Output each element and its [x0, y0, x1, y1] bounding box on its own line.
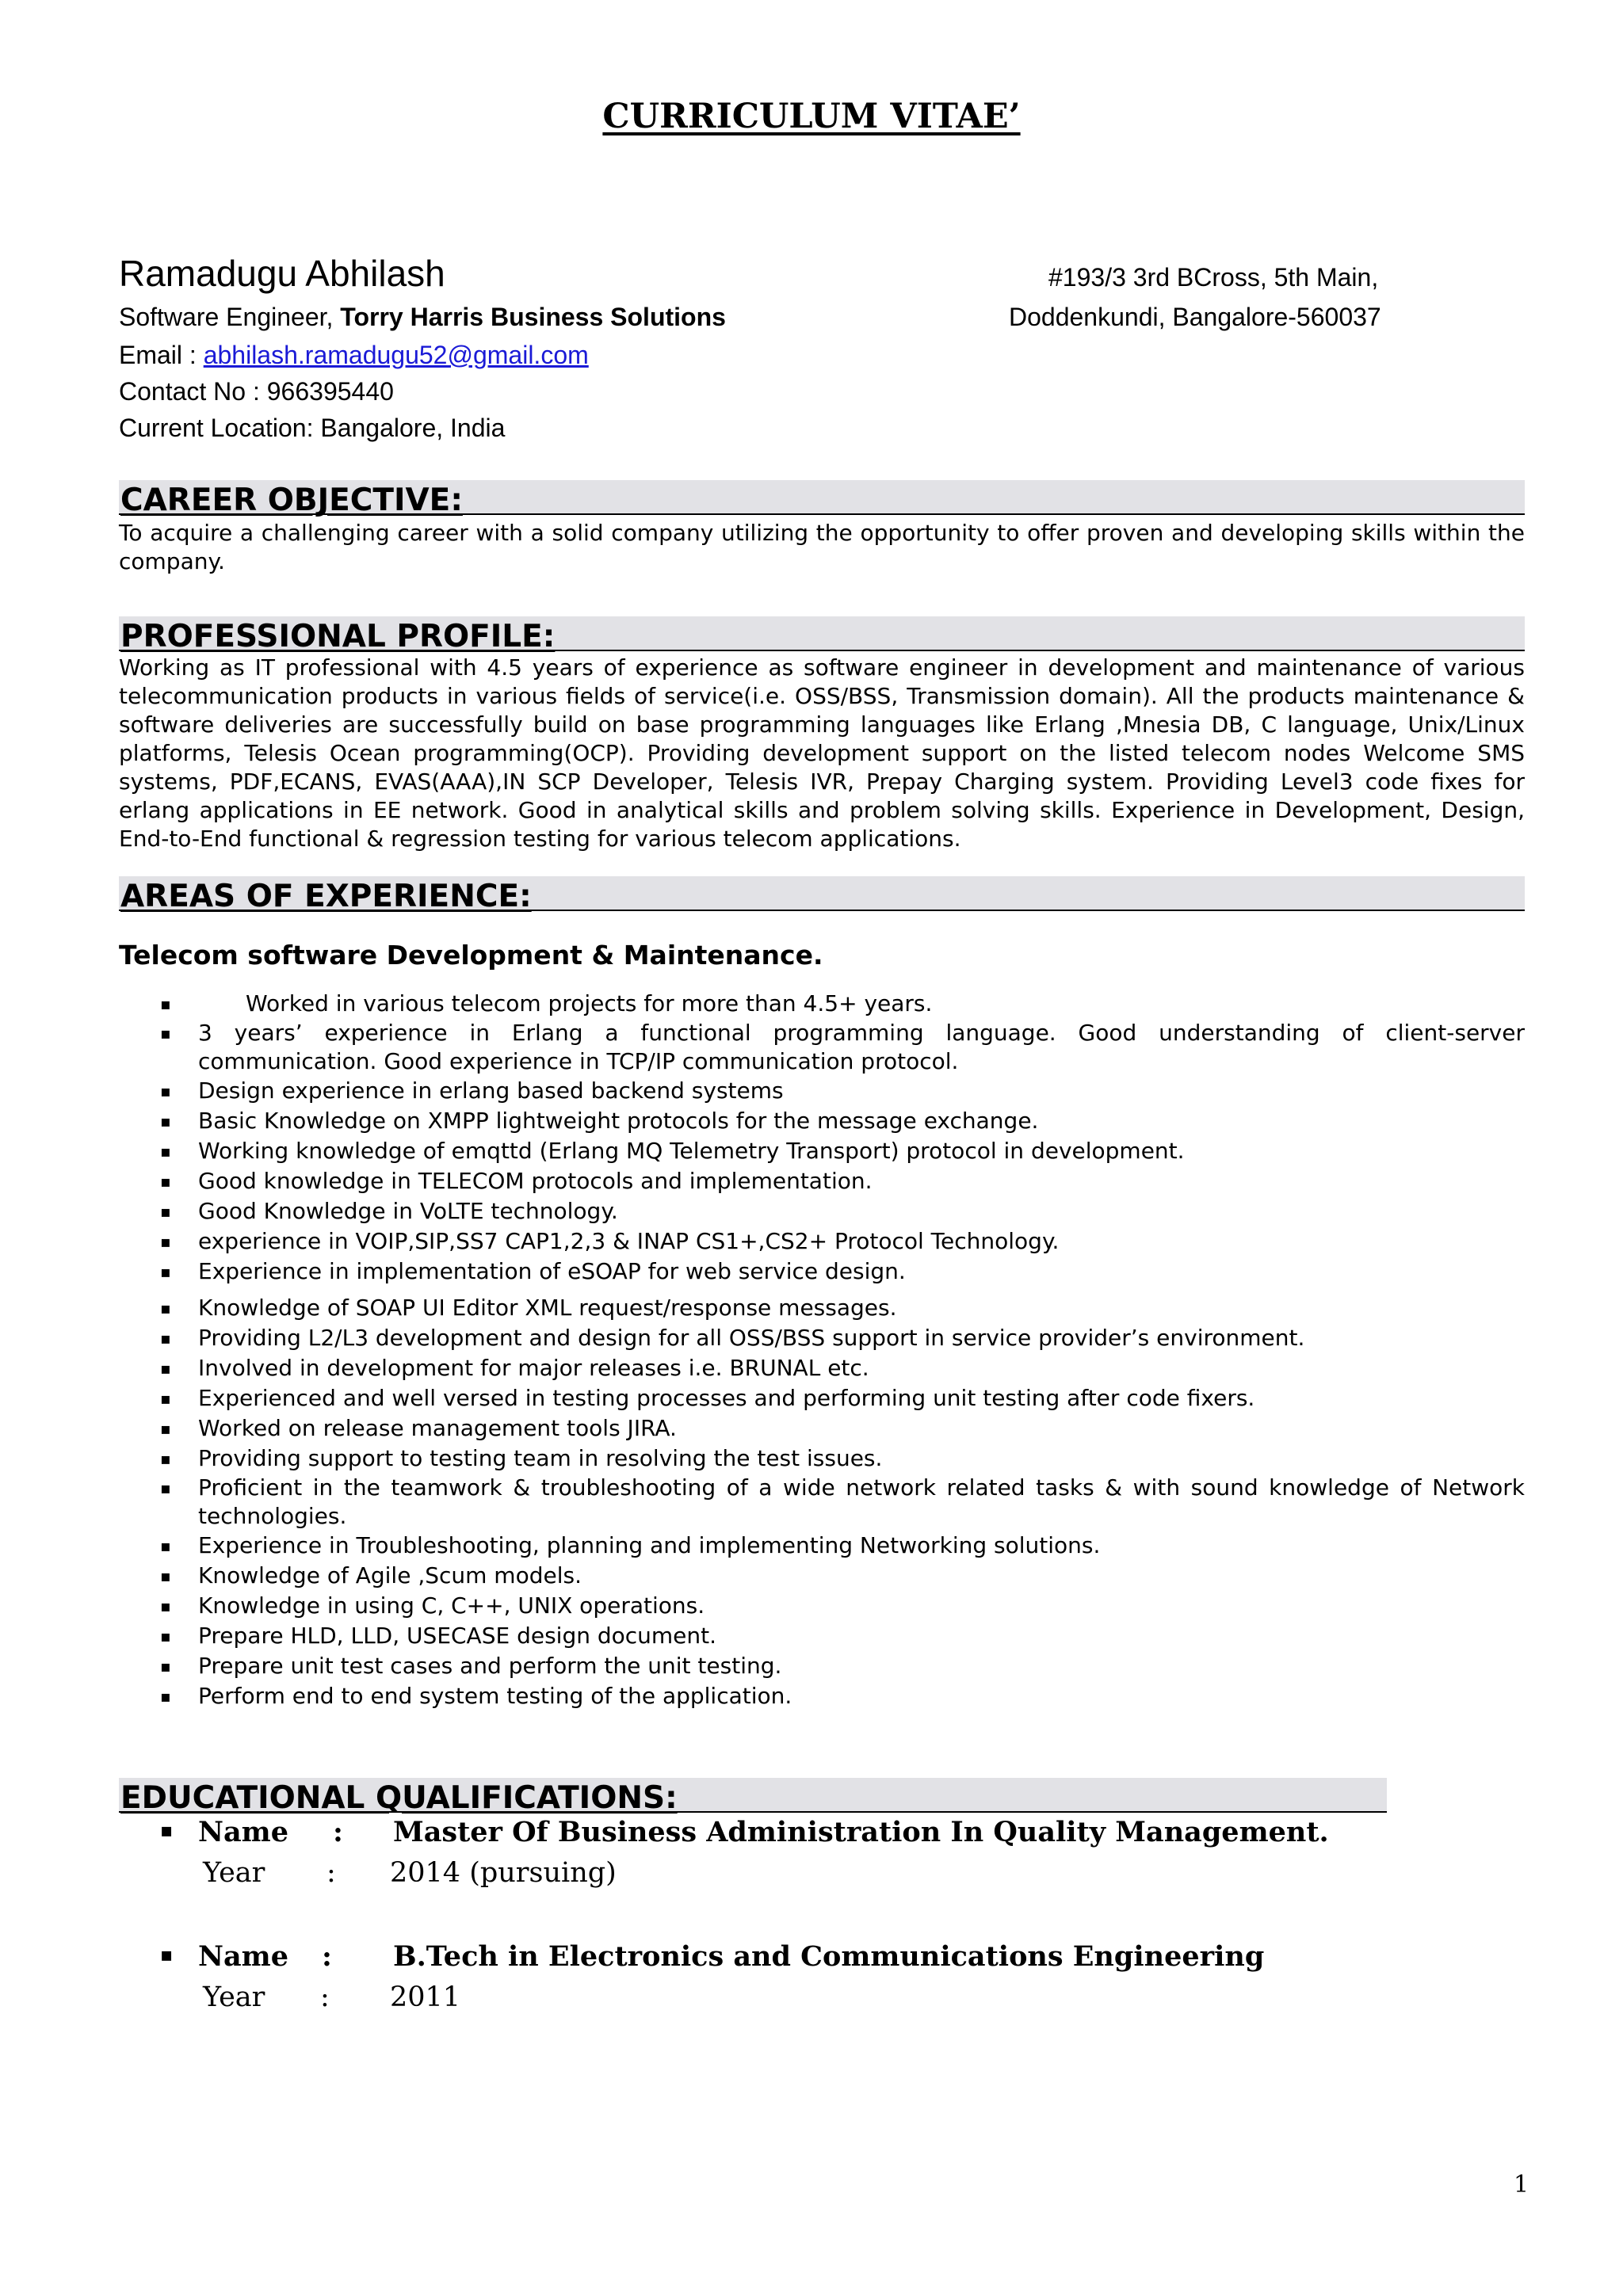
section-header-career-objective: [119, 480, 1525, 518]
year-label: Year: [203, 1857, 265, 1889]
bullet-icon: ▪: [160, 1566, 171, 1585]
list-item: ▪ 3 years’ experience in Erlang a functional programming language. Good understanding of client-server communication. Good experience in TCP/IP communication protocol.: [160, 1020, 1525, 1074]
list-item: ▪ Experienced and well versed in testing processes and performing unit testing after code fixers.: [119, 1383, 1525, 1413]
bullet-icon: ▪: [160, 1329, 171, 1348]
degree-year: 2011: [390, 1981, 461, 2013]
bullet-icon: ▪: [160, 1081, 171, 1100]
bullet-icon: ▪: [160, 1389, 171, 1408]
colon: :: [327, 1857, 336, 1889]
company-name: Torry Harris Business Solutions: [340, 303, 726, 331]
bullet-icon: ▪: [160, 1262, 171, 1281]
bullet-icon: ▪: [160, 1687, 171, 1706]
bullet-icon: ▪: [160, 1596, 171, 1615]
current-location: Current Location: Bangalore, India: [119, 414, 506, 442]
list-item: ▪ Involved in development for major releases i.e. BRUNAL etc.: [119, 1353, 1525, 1383]
list-item: ▪ Prepare HLD, LLD, USECASE design document.: [119, 1621, 1525, 1651]
contact-number: Contact No : 966395440: [119, 377, 394, 406]
section-title: PROFESSIONAL PROFILE:: [120, 619, 556, 654]
section-title: AREAS OF EXPERIENCE:: [120, 879, 532, 914]
candidate-name: Ramadugu Abhilash: [119, 253, 445, 294]
address-line-1: #193/3 3rd BCross, 5th Main,: [1048, 263, 1379, 292]
list-item: ▪ Knowledge of Agile ,Scum models.: [119, 1561, 1525, 1591]
experience-subheading: Telecom software Development & Maintenance.: [119, 940, 823, 971]
degree-year: 2014 (pursuing): [390, 1857, 617, 1889]
section-header-professional-profile: [119, 616, 1525, 654]
section-title: CAREER OBJECTIVE:: [120, 482, 463, 518]
bullet-icon: ▪: [160, 1478, 171, 1497]
list-item: ▪ Prepare unit test cases and perform the unit testing.: [119, 1651, 1525, 1681]
section-title: EDUCATIONAL QUALIFICATIONS:: [120, 1780, 678, 1816]
bullet-icon: ▪: [160, 994, 171, 1013]
email-line: [119, 341, 589, 370]
bullet-icon: ▪: [160, 1172, 171, 1191]
list-item: ▪ Worked on release management tools JIRA.: [119, 1413, 1525, 1444]
bullet-icon: ▪: [160, 1449, 171, 1468]
job-title: [119, 303, 726, 332]
bullet-icon: ▪: [160, 1419, 171, 1438]
professional-profile-text: Working as IT professional with 4.5 years of experience as software engineer in development and maintenance of various telecommunication products in various fields of service(i.e. OSS/BSS, Transmission domain). All the products maintenance & software deliveries are successfully build on base programming languages like Erlang ,Mnesia DB, C language, Unix/Linux platforms, Telesis Ocean programming(OCP). Providing development support on the listed telecom nodes Welcome SMS systems, PDF,ECANS, EVAS(AAA),IN SCP Developer, Telesis IVR, Prepay Charging system. Providing Level3 code fixes for erlang applications in EE network. Good in analytical skills and problem solving skills. Experience in Development, Design, End-to-End functional & regression testing for various telecom applications.: [119, 654, 1525, 852]
list-item: ▪ Proficient in the teamwork & troubleshooting of a wide network related tasks & with sound knowledge of Network technologies.: [160, 1474, 1525, 1529]
document-title: CURRICULUM VITAE’: [602, 97, 1021, 136]
degree-name: Master Of Business Administration In Quality Management.: [393, 1816, 1329, 1848]
bullet-icon: ▪: [160, 1627, 171, 1646]
colon: :: [320, 1981, 330, 2013]
list-item: ▪ Knowledge in using C, C++, UNIX operations.: [119, 1591, 1525, 1621]
year-label: Year: [203, 1981, 265, 2013]
list-item: ▪ Knowledge of SOAP UI Editor XML request/response messages.: [119, 1293, 1525, 1323]
email-link[interactable]: abhilash.ramadugu52@gmail.com: [203, 341, 589, 369]
role-prefix: Software Engineer,: [119, 303, 341, 331]
list-item: ▪ Worked in various telecom projects for more than 4.5+ years.: [119, 989, 1525, 1019]
bullet-icon: ▪: [160, 1112, 171, 1131]
list-item: ▪ Basic Knowledge on XMPP lightweight protocols for the message exchange.: [119, 1106, 1525, 1136]
list-item: ▪ Perform end to end system testing of the application.: [119, 1681, 1525, 1711]
bullet-icon: ▪: [160, 1657, 171, 1676]
bullet-icon: ▪: [160, 1819, 174, 1841]
list-item: ▪ Good Knowledge in VoLTE technology.: [119, 1196, 1525, 1226]
bullet-icon: ▪: [160, 1536, 171, 1555]
list-item: ▪ Working knowledge of emqttd (Erlang MQ Telemetry Transport) protocol in development.: [119, 1136, 1525, 1166]
page-number: 1: [1514, 2171, 1529, 2199]
bullet-icon: ▪: [160, 1943, 174, 1966]
list-item: ▪ Experience in implementation of eSOAP for web service design.: [119, 1257, 1525, 1287]
experience-list: [119, 989, 1525, 1711]
list-item: ▪ Providing support to testing team in resolving the test issues.: [119, 1444, 1525, 1474]
address-line-2: Doddenkundi, Bangalore-560037: [1009, 303, 1381, 331]
career-objective-text: To acquire a challenging career with a solid company utilizing the opportunity to offer proven and developing skills within the company.: [119, 520, 1525, 574]
section-header-areas-of-experience: [119, 876, 1525, 914]
colon: :: [322, 1940, 332, 1973]
list-item: ▪ Good knowledge in TELECOM protocols and implementation.: [119, 1166, 1525, 1196]
colon: :: [333, 1816, 343, 1848]
list-item: ▪ Experience in Troubleshooting, planning and implementing Networking solutions.: [119, 1531, 1525, 1561]
list-item: ▪ Providing L2/L3 development and design for all OSS/BSS support in service provider’s environment.: [119, 1323, 1525, 1353]
name-label: Name: [198, 1816, 288, 1848]
list-item: ▪ experience in VOIP,SIP,SS7 CAP1,2,3 & INAP CS1+,CS2+ Protocol Technology.: [119, 1226, 1525, 1257]
section-header-educational-qualifications: [119, 1778, 1387, 1816]
bullet-icon: ▪: [160, 1299, 171, 1318]
bullet-icon: ▪: [160, 1232, 171, 1251]
list-item: ▪ Design experience in erlang based backend systems: [119, 1076, 1525, 1106]
name-label: Name: [198, 1940, 288, 1973]
bullet-icon: ▪: [160, 1359, 171, 1378]
bullet-icon: ▪: [160, 1024, 171, 1043]
bullet-icon: ▪: [160, 1202, 171, 1221]
bullet-icon: ▪: [160, 1142, 171, 1161]
degree-name: B.Tech in Electronics and Communications Engineering: [393, 1940, 1265, 1973]
email-label: Email :: [119, 341, 204, 369]
